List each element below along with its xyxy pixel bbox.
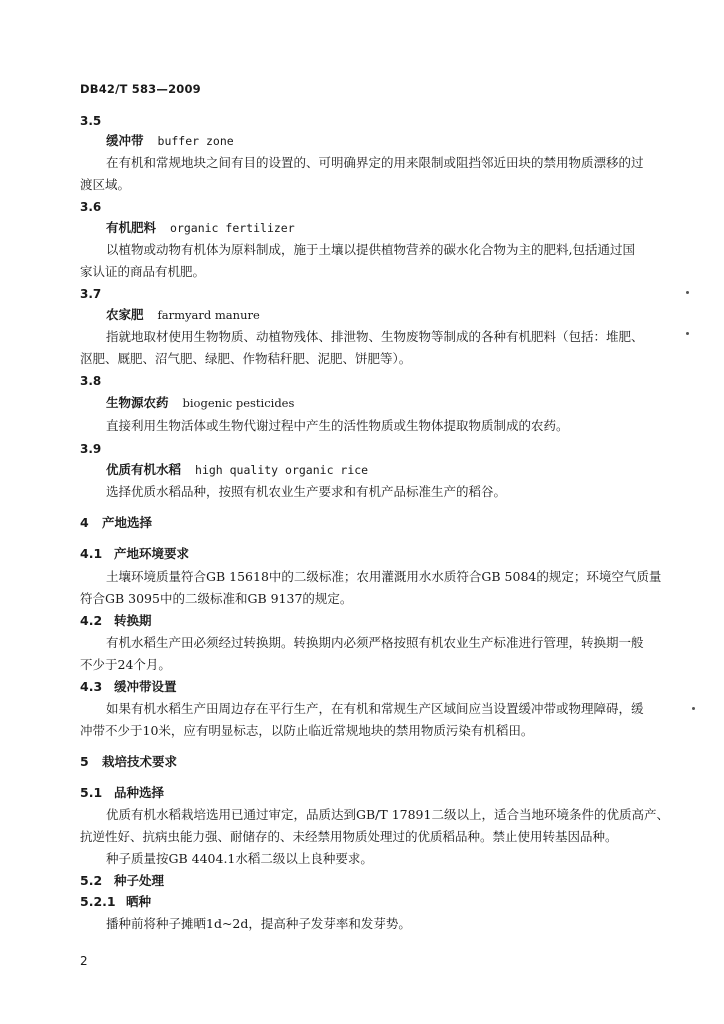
- section-number: 4.1: [80, 546, 103, 561]
- section-title: 栽培技术要求: [102, 754, 178, 769]
- term-chinese: 生物源农药: [106, 395, 169, 410]
- scan-speck: [692, 707, 695, 710]
- subsection-heading: [80, 613, 152, 629]
- section-number: 5.1: [80, 785, 103, 800]
- section-title: 产地选择: [102, 515, 153, 530]
- paragraph-text: 优质有机水稻栽培选用已通过审定，品质达到GB/T 17891二级以上，适合当地环境条件的优质高产、: [106, 807, 669, 822]
- paragraph-text: 如果有机水稻生产田周边存在平行生产，在有机和常规生产区域间应当设置缓冲带或物理障碍，缓: [106, 701, 644, 716]
- subsection-heading: [80, 894, 151, 910]
- definition-text: 在有机和常规地块之间有目的设置的、可明确界定的用来限制或阻挡邻近田块的禁用物质漂移的过: [106, 155, 644, 170]
- clause-number: 3.6: [80, 200, 102, 214]
- standard-code-header: DB42/T 583—2009: [80, 82, 201, 96]
- term-english: farmyard manure: [157, 308, 260, 322]
- definition-text: 直接利用生物活体或生物代谢过程中产生的活性物质或生物体提取物质制成的农药。: [106, 418, 569, 433]
- subsection-heading: [80, 785, 164, 801]
- section-heading: [80, 515, 152, 531]
- section-title: 品种选择: [114, 785, 165, 800]
- section-title: 缓冲带设置: [114, 679, 177, 694]
- section-number: 5.2.1: [80, 894, 116, 909]
- term-english: buffer zone: [157, 134, 234, 148]
- term-heading: [106, 133, 234, 149]
- subsection-heading: [80, 679, 177, 695]
- definition-text: 家认证的商品有机肥。: [80, 264, 206, 279]
- definition-text: 选择优质水稻品种，按照有机农业生产要求和有机产品标准生产的稻谷。: [106, 484, 507, 499]
- definition-text: 指就地取材使用生物物质、动植物残体、排泄物、生物废物等制成的各种有机肥料（包括：堆肥、: [106, 329, 644, 344]
- clause-number: 3.7: [80, 287, 102, 301]
- term-english: biogenic pesticides: [182, 396, 295, 410]
- paragraph-text: 土壤环境质量符合GB 15618中的二级标准；农用灌溉用水水质符合GB 5084的规定；环境空气质量: [106, 569, 662, 584]
- section-title: 种子处理: [114, 873, 165, 888]
- section-title: 晒种: [126, 894, 152, 909]
- term-heading: [106, 395, 294, 411]
- paragraph-text: 播种前将种子摊晒1d~2d，提高种子发芽率和发芽势。: [106, 916, 411, 931]
- definition-text: 沤肥、厩肥、沼气肥、绿肥、作物秸秆肥、泥肥、饼肥等）。: [80, 351, 412, 366]
- scan-speck: [686, 291, 689, 294]
- paragraph-text: 符合GB 3095中的二级标准和GB 9137的规定。: [80, 591, 353, 606]
- definition-text: 渡区域。: [80, 177, 131, 192]
- term-chinese: 有机肥料: [106, 220, 157, 235]
- term-heading: [106, 462, 368, 478]
- term-english: high quality organic rice: [195, 463, 369, 477]
- section-number: 5: [80, 754, 89, 769]
- paragraph-text: 不少于24个月。: [80, 657, 171, 672]
- paragraph-text: 冲带不少于10米，应有明显标志，以防止临近常规地块的禁用物质污染有机稻田。: [80, 723, 534, 738]
- paragraph-text: 有机水稻生产田必须经过转换期。转换期内必须严格按照有机农业生产标准进行管理，转换期一般: [106, 635, 644, 650]
- term-heading: [106, 220, 295, 236]
- term-english: organic fertilizer: [170, 221, 295, 235]
- section-heading: [80, 754, 177, 770]
- subsection-heading: [80, 546, 189, 562]
- paragraph-text: 种子质量按GB 4404.1水稻二级以上良种要求。: [106, 851, 373, 866]
- paragraph-text: 抗逆性好、抗病虫能力强、耐储存的、未经禁用物质处理过的优质稻品种。禁止使用转基因品种。: [80, 829, 618, 844]
- clause-number: 3.8: [80, 374, 102, 388]
- definition-text: 以植物或动物有机体为原料制成，施于土壤以提供植物营养的碳水化合物为主的肥料,包括通过国: [106, 242, 635, 257]
- section-number: 5.2: [80, 873, 103, 888]
- term-chinese: 缓冲带: [106, 133, 144, 148]
- term-chinese: 农家肥: [106, 307, 144, 322]
- term-chinese: 优质有机水稻: [106, 462, 182, 477]
- section-title: 转换期: [114, 613, 152, 628]
- clause-number: 3.9: [80, 442, 102, 456]
- term-heading: [106, 307, 260, 323]
- scan-speck: [686, 332, 689, 335]
- section-number: 4.2: [80, 613, 103, 628]
- page-number: 2: [80, 954, 88, 968]
- section-number: 4.3: [80, 679, 103, 694]
- section-number: 4: [80, 515, 89, 530]
- subsection-heading: [80, 873, 164, 889]
- clause-number: 3.5: [80, 114, 102, 128]
- section-title: 产地环境要求: [114, 546, 190, 561]
